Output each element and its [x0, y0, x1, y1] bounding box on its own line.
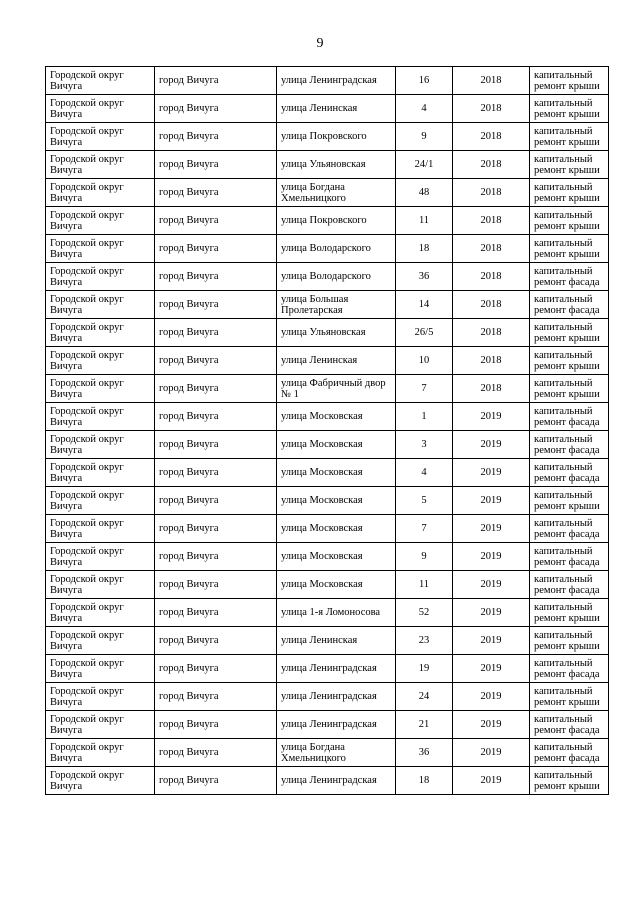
year-cell: 2018 [453, 179, 530, 207]
work-type-cell: капитальный ремонт крыши [530, 375, 609, 403]
year-cell: 2018 [453, 291, 530, 319]
city-cell: город Вичуга [155, 459, 277, 487]
street-cell: улица Богдана Хмельницкого [277, 739, 396, 767]
house-number-cell: 3 [396, 431, 453, 459]
house-number-cell: 18 [396, 767, 453, 795]
house-number-cell: 24/1 [396, 151, 453, 179]
district-cell: Городской округ Вичуга [46, 375, 155, 403]
city-cell: город Вичуга [155, 655, 277, 683]
district-cell: Городской округ Вичуга [46, 711, 155, 739]
year-cell: 2018 [453, 235, 530, 263]
table-row [46, 123, 609, 151]
street-cell: улица Московская [277, 403, 396, 431]
house-number-cell: 16 [396, 67, 453, 95]
table-row [46, 291, 609, 319]
street-cell: улица Ленинградская [277, 767, 396, 795]
district-cell: Городской округ Вичуга [46, 67, 155, 95]
city-cell: город Вичуга [155, 179, 277, 207]
table-row [46, 599, 609, 627]
house-number-cell: 9 [396, 123, 453, 151]
table-row [46, 571, 609, 599]
table-row [46, 683, 609, 711]
city-cell: город Вичуга [155, 739, 277, 767]
table-row [46, 207, 609, 235]
work-type-cell: капитальный ремонт фасада [530, 739, 609, 767]
city-cell: город Вичуга [155, 263, 277, 291]
district-cell: Городской округ Вичуга [46, 291, 155, 319]
housing-repair-table [45, 66, 609, 795]
house-number-cell: 14 [396, 291, 453, 319]
house-number-cell: 52 [396, 599, 453, 627]
year-cell: 2019 [453, 711, 530, 739]
house-number-cell: 24 [396, 683, 453, 711]
table-row [46, 347, 609, 375]
year-cell: 2018 [453, 263, 530, 291]
house-number-cell: 11 [396, 571, 453, 599]
house-number-cell: 9 [396, 543, 453, 571]
year-cell: 2018 [453, 123, 530, 151]
year-cell: 2019 [453, 683, 530, 711]
work-type-cell: капитальный ремонт фасада [530, 459, 609, 487]
year-cell: 2018 [453, 375, 530, 403]
table-row [46, 431, 609, 459]
street-cell: улица Володарского [277, 235, 396, 263]
city-cell: город Вичуга [155, 375, 277, 403]
district-cell: Городской округ Вичуга [46, 207, 155, 235]
table-row [46, 515, 609, 543]
district-cell: Городской округ Вичуга [46, 599, 155, 627]
city-cell: город Вичуга [155, 683, 277, 711]
street-cell: улица Московская [277, 459, 396, 487]
work-type-cell: капитальный ремонт фасада [530, 403, 609, 431]
street-cell: улица Ульяновская [277, 319, 396, 347]
city-cell: город Вичуга [155, 627, 277, 655]
house-number-cell: 7 [396, 375, 453, 403]
house-number-cell: 11 [396, 207, 453, 235]
city-cell: город Вичуга [155, 235, 277, 263]
district-cell: Городской округ Вичуга [46, 179, 155, 207]
house-number-cell: 36 [396, 739, 453, 767]
street-cell: улица Ульяновская [277, 151, 396, 179]
city-cell: город Вичуга [155, 95, 277, 123]
work-type-cell: капитальный ремонт фасада [530, 571, 609, 599]
district-cell: Городской округ Вичуга [46, 571, 155, 599]
city-cell: город Вичуга [155, 767, 277, 795]
street-cell: улица Ленинградская [277, 67, 396, 95]
house-number-cell: 4 [396, 95, 453, 123]
year-cell: 2018 [453, 207, 530, 235]
table-row [46, 627, 609, 655]
year-cell: 2018 [453, 347, 530, 375]
district-cell: Городской округ Вичуга [46, 123, 155, 151]
city-cell: город Вичуга [155, 291, 277, 319]
city-cell: город Вичуга [155, 487, 277, 515]
year-cell: 2019 [453, 459, 530, 487]
work-type-cell: капитальный ремонт крыши [530, 67, 609, 95]
work-type-cell: капитальный ремонт фасада [530, 711, 609, 739]
work-type-cell: капитальный ремонт фасада [530, 543, 609, 571]
year-cell: 2019 [453, 655, 530, 683]
district-cell: Городской округ Вичуга [46, 151, 155, 179]
table-row [46, 263, 609, 291]
year-cell: 2019 [453, 403, 530, 431]
work-type-cell: капитальный ремонт крыши [530, 683, 609, 711]
table-row [46, 67, 609, 95]
street-cell: улица Московская [277, 543, 396, 571]
house-number-cell: 19 [396, 655, 453, 683]
street-cell: улица Ленинская [277, 627, 396, 655]
page-number: 9 [316, 36, 324, 51]
street-cell: улица Большая Пролетарская [277, 291, 396, 319]
district-cell: Городской округ Вичуга [46, 235, 155, 263]
street-cell: улица Фабричный двор № 1 [277, 375, 396, 403]
street-cell: улица Ленинская [277, 347, 396, 375]
district-cell: Городской округ Вичуга [46, 347, 155, 375]
year-cell: 2019 [453, 571, 530, 599]
city-cell: город Вичуга [155, 711, 277, 739]
district-cell: Городской округ Вичуга [46, 767, 155, 795]
work-type-cell: капитальный ремонт фасада [530, 431, 609, 459]
house-number-cell: 48 [396, 179, 453, 207]
district-cell: Городской округ Вичуга [46, 459, 155, 487]
street-cell: улица Московская [277, 571, 396, 599]
district-cell: Городской округ Вичуга [46, 319, 155, 347]
work-type-cell: капитальный ремонт крыши [530, 319, 609, 347]
work-type-cell: капитальный ремонт фасада [530, 291, 609, 319]
city-cell: город Вичуга [155, 543, 277, 571]
district-cell: Городской округ Вичуга [46, 739, 155, 767]
year-cell: 2019 [453, 739, 530, 767]
city-cell: город Вичуга [155, 431, 277, 459]
district-cell: Городской округ Вичуга [46, 515, 155, 543]
table-row [46, 487, 609, 515]
district-cell: Городской округ Вичуга [46, 95, 155, 123]
street-cell: улица Ленинская [277, 95, 396, 123]
street-cell: улица Московская [277, 487, 396, 515]
year-cell: 2019 [453, 431, 530, 459]
house-number-cell: 4 [396, 459, 453, 487]
city-cell: город Вичуга [155, 599, 277, 627]
year-cell: 2018 [453, 151, 530, 179]
district-cell: Городской округ Вичуга [46, 487, 155, 515]
table-row [46, 543, 609, 571]
table-row [46, 711, 609, 739]
work-type-cell: капитальный ремонт крыши [530, 235, 609, 263]
district-cell: Городской округ Вичуга [46, 431, 155, 459]
year-cell: 2018 [453, 95, 530, 123]
city-cell: город Вичуга [155, 347, 277, 375]
city-cell: город Вичуга [155, 123, 277, 151]
street-cell: улица Володарского [277, 263, 396, 291]
city-cell: город Вичуга [155, 403, 277, 431]
table-row [46, 739, 609, 767]
house-number-cell: 23 [396, 627, 453, 655]
district-cell: Городской округ Вичуга [46, 683, 155, 711]
table-row [46, 767, 609, 795]
work-type-cell: капитальный ремонт крыши [530, 487, 609, 515]
table-row [46, 403, 609, 431]
street-cell: улица Московская [277, 431, 396, 459]
table-row [46, 151, 609, 179]
house-number-cell: 36 [396, 263, 453, 291]
street-cell: улица Покровского [277, 207, 396, 235]
year-cell: 2019 [453, 487, 530, 515]
table-body [46, 67, 609, 795]
year-cell: 2019 [453, 543, 530, 571]
year-cell: 2019 [453, 515, 530, 543]
street-cell: улица Ленинградская [277, 683, 396, 711]
work-type-cell: капитальный ремонт крыши [530, 767, 609, 795]
district-cell: Городской округ Вичуга [46, 403, 155, 431]
house-number-cell: 18 [396, 235, 453, 263]
table-row [46, 655, 609, 683]
city-cell: город Вичуга [155, 319, 277, 347]
work-type-cell: капитальный ремонт крыши [530, 207, 609, 235]
street-cell: улица Ленинградская [277, 655, 396, 683]
house-number-cell: 5 [396, 487, 453, 515]
house-number-cell: 7 [396, 515, 453, 543]
house-number-cell: 1 [396, 403, 453, 431]
work-type-cell: капитальный ремонт крыши [530, 179, 609, 207]
work-type-cell: капитальный ремонт крыши [530, 599, 609, 627]
work-type-cell: капитальный ремонт крыши [530, 347, 609, 375]
work-type-cell: капитальный ремонт фасада [530, 263, 609, 291]
district-cell: Городской округ Вичуга [46, 543, 155, 571]
work-type-cell: капитальный ремонт крыши [530, 151, 609, 179]
street-cell: улица Богдана Хмельницкого [277, 179, 396, 207]
district-cell: Городской округ Вичуга [46, 263, 155, 291]
district-cell: Городской округ Вичуга [46, 627, 155, 655]
work-type-cell: капитальный ремонт фасада [530, 515, 609, 543]
house-number-cell: 21 [396, 711, 453, 739]
table-row [46, 459, 609, 487]
house-number-cell: 10 [396, 347, 453, 375]
work-type-cell: капитальный ремонт крыши [530, 627, 609, 655]
street-cell: улица Ленинградская [277, 711, 396, 739]
city-cell: город Вичуга [155, 571, 277, 599]
district-cell: Городской округ Вичуга [46, 655, 155, 683]
work-type-cell: капитальный ремонт крыши [530, 95, 609, 123]
year-cell: 2018 [453, 319, 530, 347]
table-row [46, 319, 609, 347]
table-row [46, 375, 609, 403]
city-cell: город Вичуга [155, 207, 277, 235]
work-type-cell: капитальный ремонт крыши [530, 123, 609, 151]
street-cell: улица Покровского [277, 123, 396, 151]
street-cell: улица Московская [277, 515, 396, 543]
year-cell: 2019 [453, 627, 530, 655]
city-cell: город Вичуга [155, 151, 277, 179]
street-cell: улица 1-я Ломоносова [277, 599, 396, 627]
city-cell: город Вичуга [155, 67, 277, 95]
table-row [46, 95, 609, 123]
work-type-cell: капитальный ремонт фасада [530, 655, 609, 683]
city-cell: город Вичуга [155, 515, 277, 543]
house-number-cell: 26/5 [396, 319, 453, 347]
table-row [46, 235, 609, 263]
year-cell: 2019 [453, 767, 530, 795]
table-row [46, 179, 609, 207]
year-cell: 2019 [453, 599, 530, 627]
year-cell: 2018 [453, 67, 530, 95]
